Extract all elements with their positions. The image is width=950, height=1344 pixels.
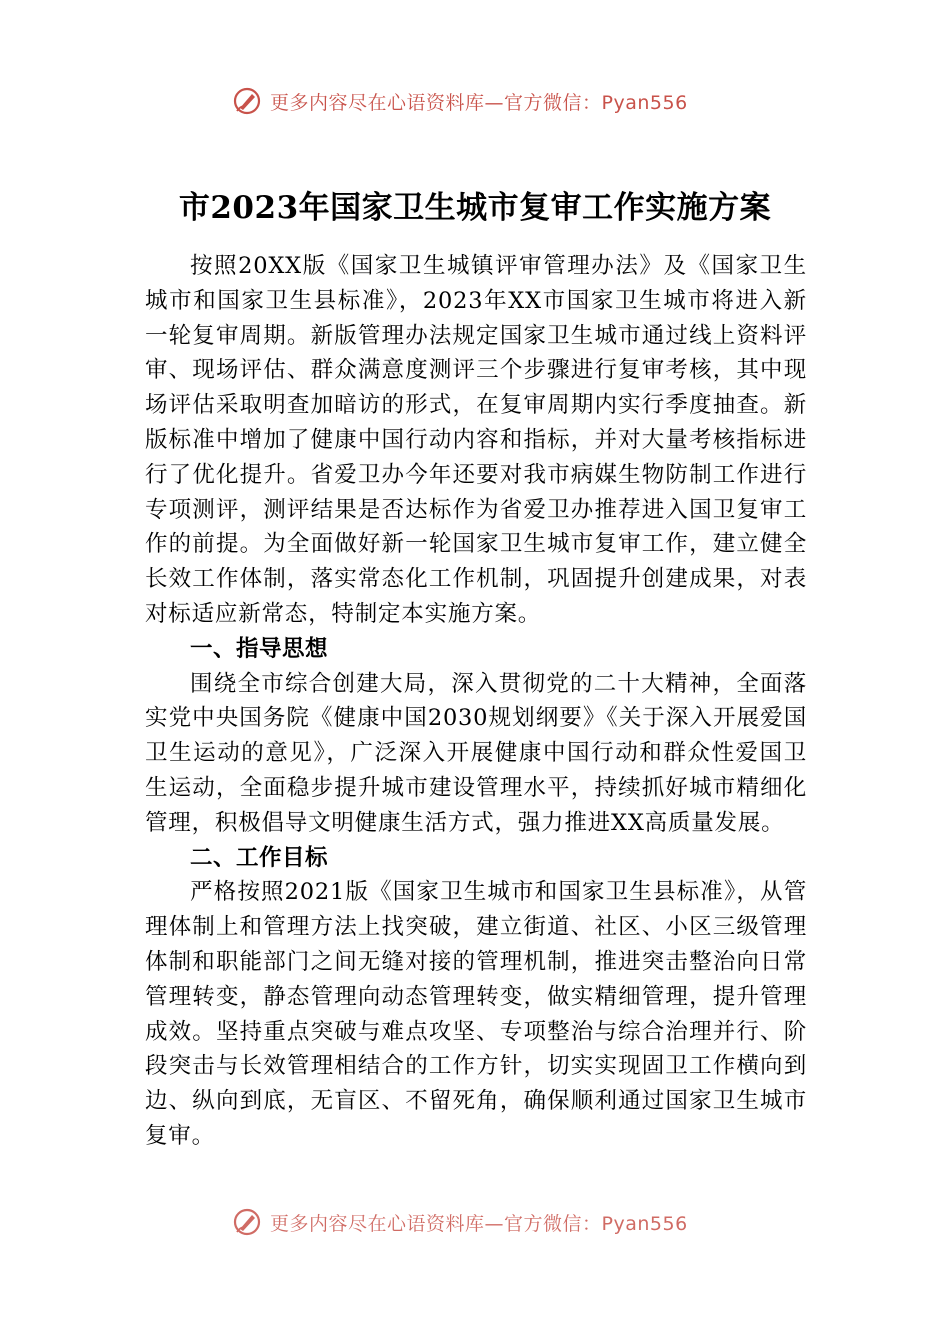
pen-nib-logo-icon [232, 1207, 262, 1237]
pen-nib-logo-icon [232, 86, 262, 116]
document-title: 市2023年国家卫生城市复审工作实施方案 [178, 190, 772, 226]
intro-paragraph: 按照20XX版《国家卫生城镇评审管理办法》及《国家卫生城市和国家卫生县标准》，2023年XX市国家卫生城市将进入新一轮复审周期。新版管理办法规定国家卫生城市通过线上资料评审、现场评估、群众满意度测评三个步骤进行复审考核，其中现场评估采取明查加暗访的形式，在复审周期内实行季度抽查。新版标准中增加了健康中国行动内容和指标，并对大量考核指标进行了优化提升。省爱卫办今年还要对我市病媒生物防制工作进行专项测评，测评结果是否达标作为省爱卫办推荐进入国卫复审工作的前提。为全面做好新一轮国家卫生城市复审工作，建立健全长效工作体制，落实常态化工作机制，巩固提升创建成果，对表对标适应新常态，特制定本实施方案。 [145, 253, 807, 627]
header-watermark [232, 86, 688, 116]
section-paragraph-work-goals: 严格按照2021版《国家卫生城市和国家卫生县标准》，从管理体制上和管理方法上找突破，建立街道、社区、小区三级管理体制和职能部门之间无缝对接的管理机制，推进突击整治向日常管理转变，静态管理向动态管理转变，做实精细管理，提升管理成效。坚持重点突破与难点攻坚、专项整治与综合治理并行、阶段突击与长效管理相结合的工作方针，切实实现固卫工作横向到边、纵向到底，无盲区、不留死角，确保顺利通过国家卫生城市复审。 [145, 879, 807, 1149]
document-body [145, 249, 807, 1154]
watermark-text: 更多内容尽在心语资料库—官方微信：Pyan556 [270, 1212, 688, 1235]
footer-watermark [232, 1207, 688, 1237]
watermark-text: 更多内容尽在心语资料库—官方微信：Pyan556 [270, 91, 688, 114]
section-heading-work-goals: 二、工作目标 [190, 844, 329, 871]
section-paragraph-guiding-ideology: 围绕全市综合创建大局，深入贯彻党的二十大精神，全面落实党中央国务院《健康中国2030规划纲要》《关于深入开展爱国卫生运动的意见》，广泛深入开展健康中国行动和群众性爱国卫生运动，全面稳步提升城市建设管理水平，持续抓好城市精细化管理，积极倡导文明健康生活方式，强力推进XX高质量发展。 [145, 670, 807, 836]
section-heading-guiding-ideology: 一、指导思想 [190, 635, 329, 662]
